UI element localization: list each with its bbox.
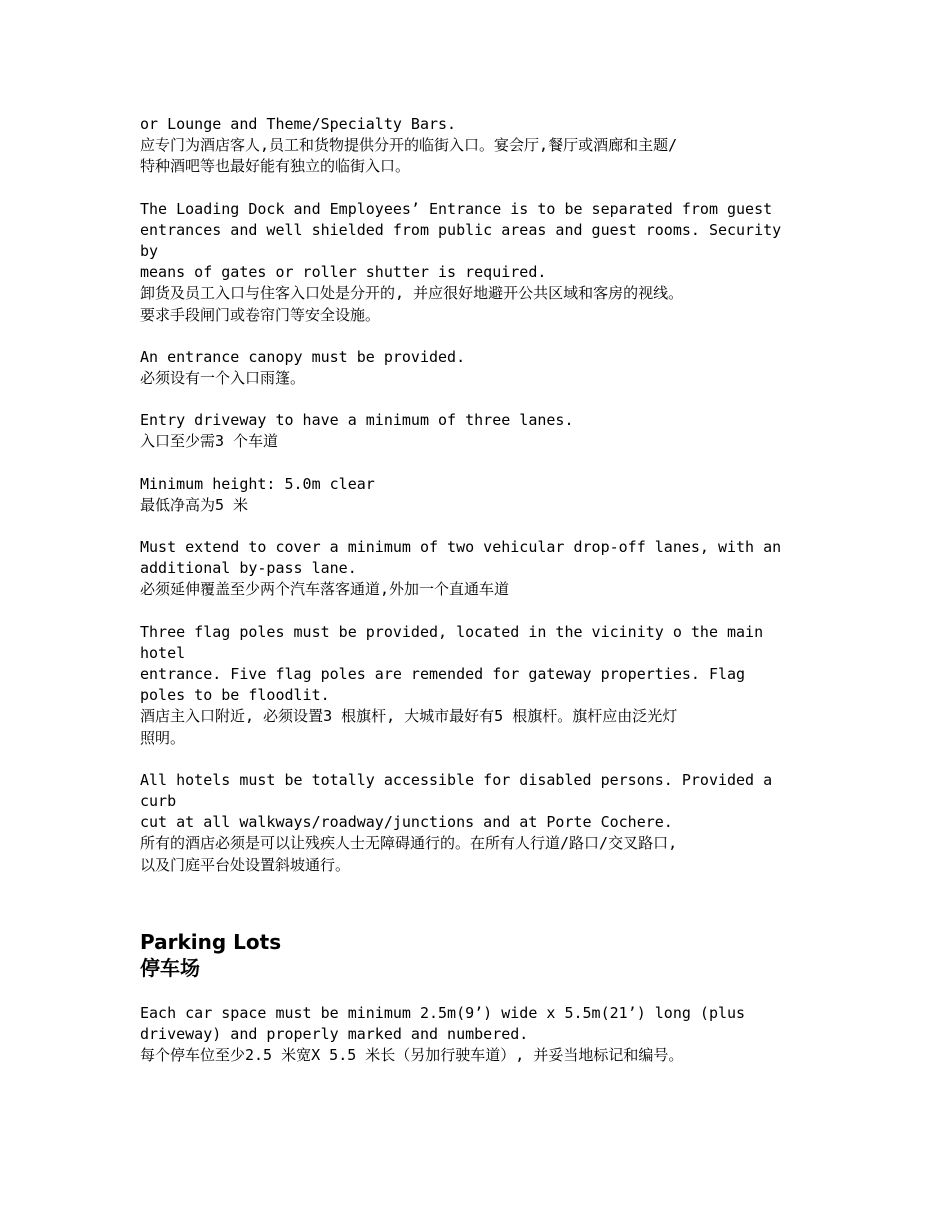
text-line: means of gates or roller shutter is required. xyxy=(140,263,547,282)
text-line: Each car space must be minimum 2.5m(9’) wide x 5.5m(21’) long (plus xyxy=(140,1003,746,1022)
text-line: hotel xyxy=(140,643,186,662)
paragraph xyxy=(140,1003,810,1067)
text-line: by xyxy=(140,242,159,261)
text-line: 酒店主入口附近, 必须设置3 根旗杆, 大城市最好有5 根旗杆。旗杆应由泛光灯 xyxy=(140,707,678,726)
text-line: Minimum height: 5.0m clear xyxy=(140,474,375,493)
text-line: curb xyxy=(140,792,177,811)
section-body-text xyxy=(140,1003,810,1067)
document-page xyxy=(140,114,810,1088)
text-line: 最低净高为5 米 xyxy=(140,495,249,514)
paragraph xyxy=(140,537,810,601)
section-title-zh: 停车场 xyxy=(140,955,200,980)
paragraph xyxy=(140,474,810,516)
text-line: entrance. Five flag poles are remended for gateway properties. Flag xyxy=(140,665,746,684)
paragraph xyxy=(140,199,810,326)
text-line: 照明。 xyxy=(140,728,186,747)
text-line: cut at all walkways/roadway/junctions and at Porte Cochere. xyxy=(140,813,673,832)
text-line: Three flag poles must be provided, located in the vicinity o the main xyxy=(140,622,764,641)
text-line: The Loading Dock and Employees’ Entrance is to be separated from guest xyxy=(140,199,773,218)
text-line: An entrance canopy must be provided. xyxy=(140,347,466,366)
section-heading xyxy=(140,929,810,981)
text-line: Must extend to cover a minimum of two vehicular drop-off lanes, with an xyxy=(140,538,782,557)
text-line: 要求手段闸门或卷帘门等安全设施。 xyxy=(140,305,381,324)
text-line: 卸货及员工入口与住客入口处是分开的, 并应很好地避开公共区域和客房的视线。 xyxy=(140,284,684,303)
paragraph xyxy=(140,410,810,452)
text-line: 必须延伸覆盖至少两个汽车落客通道,外加一个直通车道 xyxy=(140,580,510,599)
body-text xyxy=(140,114,810,876)
text-line: 入口至少需3 个车道 xyxy=(140,432,279,451)
text-line: All hotels must be totally accessible for disabled persons. Provided a xyxy=(140,770,773,789)
text-line: entrances and well shielded from public areas and guest rooms. Security xyxy=(140,220,782,239)
text-line: 所有的酒店必须是可以让残疾人士无障碍通行的。在所有人行道/路口/交叉路口, xyxy=(140,834,678,853)
section-title-en: Parking Lots xyxy=(140,929,282,954)
text-line: 应专门为酒店客人,员工和货物提供分开的临街入口。宴会厅,餐厅或酒廊和主题/ xyxy=(140,136,678,155)
text-line: 以及门庭平台处设置斜坡通行。 xyxy=(140,855,351,874)
paragraph xyxy=(140,114,810,178)
text-line: Entry driveway to have a minimum of three lanes. xyxy=(140,411,574,430)
text-line: 必须设有一个入口雨篷。 xyxy=(140,369,306,388)
text-line: driveway) and properly marked and numbered. xyxy=(140,1025,529,1044)
text-line: 特种酒吧等也最好能有独立的临街入口。 xyxy=(140,157,411,176)
text-line: or Lounge and Theme/Specialty Bars. xyxy=(140,115,457,133)
paragraph xyxy=(140,622,810,749)
paragraph xyxy=(140,770,810,876)
text-line: poles to be floodlit. xyxy=(140,686,330,705)
text-line: additional by-pass lane. xyxy=(140,559,357,578)
text-line: 每个停车位至少2.5 米宽X 5.5 米长（另加行驶车道）, 并妥当地标记和编号。 xyxy=(140,1046,684,1065)
paragraph xyxy=(140,347,810,389)
